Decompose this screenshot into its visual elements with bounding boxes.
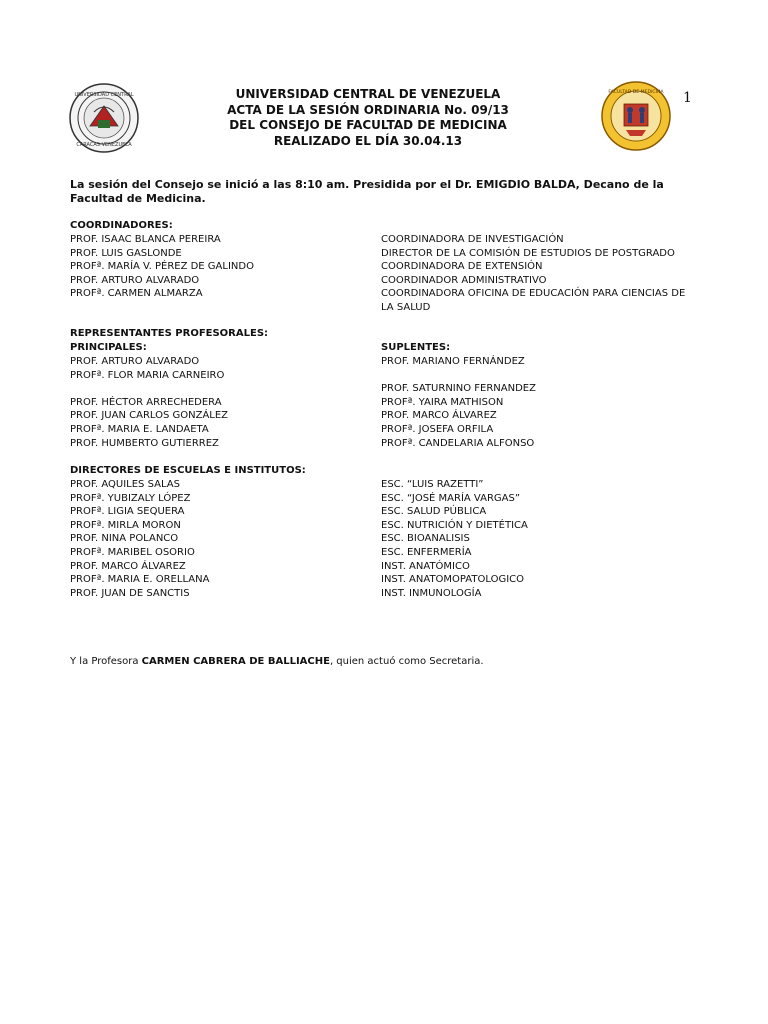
director-row-left: PROFª. MIRLA MORON — [70, 519, 181, 531]
director-row-left: PROFª. LIGIA SEQUERA — [70, 506, 185, 518]
principales-heading: PRINCIPALES: — [70, 342, 147, 353]
representante-row-left: PROFª. FLOR MARIA CARNEIRO — [70, 369, 225, 381]
representante-row-right: PROF. MARCO ÁLVAREZ — [381, 410, 497, 422]
closing-suffix: , quien actuó como Secretaria. — [329, 656, 484, 667]
director-row — [70, 519, 710, 533]
director-row-right: ESC. SALUD PÚBLICA — [381, 506, 487, 518]
representante-row — [70, 369, 710, 383]
header-consejo: DEL CONSEJO DE FACULTAD DE MEDICINA — [229, 118, 507, 132]
director-row-left: PROF. JUAN DE SANCTIS — [70, 587, 190, 599]
svg-text:UNIVERSIDAD CENTRAL: UNIVERSIDAD CENTRAL — [74, 92, 134, 98]
director-row-right: ESC. “JOSÉ MARÍA VARGAS” — [381, 492, 521, 504]
intro-paragraph: La sesión del Consejo se inició a las 8:10 am. Presidida por el Dr. EMIGDIO BALDA, Decano de la Facultad de Medicina. — [70, 178, 664, 205]
director-row-right: ESC. “LUIS RAZETTI” — [381, 479, 484, 490]
representante-row — [70, 396, 710, 410]
coordinadores-heading: COORDINADORES: — [70, 220, 173, 231]
subheading-row — [70, 341, 710, 355]
representante-row-right: PROF. SATURNINO FERNANDEZ — [381, 383, 536, 395]
closing-paragraph — [70, 655, 484, 669]
coordinador-row — [70, 260, 710, 274]
representante-row — [70, 437, 710, 451]
director-row — [70, 532, 710, 546]
representante-row — [70, 382, 710, 396]
director-row-right: INST. ANATOMOPATOLOGICO — [381, 574, 524, 586]
representante-row-right: PROF. MARIANO FERNÁNDEZ — [381, 356, 525, 367]
director-row — [70, 587, 710, 601]
coordinador-row-right: COORDINADOR ADMINISTRATIVO — [381, 274, 547, 286]
secretary-name: CARMEN CABRERA DE BALLIACHE — [141, 656, 330, 667]
representante-row — [70, 409, 710, 423]
header-fecha: REALIZADO EL DÍA 30.04.13 — [273, 133, 463, 148]
director-row-left: PROFª. YUBIZALY LÓPEZ — [70, 492, 191, 504]
header-university: UNIVERSIDAD CENTRAL DE VENEZUELA — [235, 87, 501, 101]
header-acta: ACTA DE LA SESIÓN ORDINARIA No. 09/13 — [227, 102, 509, 117]
section-heading-directores — [70, 464, 710, 478]
coordinador-row-right: LA SALUD — [381, 302, 431, 313]
representante-row-right: PROFª. YAIRA MATHISON — [381, 396, 504, 408]
representante-row-right: PROFª. CANDELARIA ALFONSO — [381, 437, 535, 449]
coordinador-row — [70, 301, 710, 315]
coordinador-row-right: COORDINADORA DE EXTENSIÓN — [381, 261, 543, 273]
director-row-left: PROF. NINA POLANCO — [70, 533, 179, 545]
director-row-left: PROFª. MARIBEL OSORIO — [70, 547, 195, 558]
svg-text:CARACAS·VENEZUELA: CARACAS·VENEZUELA — [76, 142, 132, 148]
coordinador-row-left: PROF. ARTURO ALVARADO — [70, 274, 200, 286]
representante-row — [70, 423, 710, 437]
ucv-seal-logo — [68, 82, 140, 154]
coordinador-row-right: DIRECTOR DE LA COMISIÓN DE ESTUDIOS DE POSTGRADO — [381, 247, 675, 259]
representante-row-left: PROF. ARTURO ALVARADO — [70, 356, 200, 367]
representante-row-right: PROFª. JOSEFA ORFILA — [381, 424, 494, 435]
director-row — [70, 560, 710, 574]
director-row-right: ESC. BIOANALISIS — [381, 533, 470, 545]
director-row — [70, 492, 710, 506]
document-header — [150, 87, 586, 149]
director-row — [70, 573, 710, 587]
svg-text:FACULTAD DE MEDICINA: FACULTAD DE MEDICINA — [608, 90, 664, 95]
coordinador-row — [70, 274, 710, 288]
coordinador-row-left: PROFª. MARÍA V. PÉREZ DE GALINDO — [70, 261, 254, 273]
faculty-seal-logo — [600, 80, 672, 152]
page-number: 1 — [683, 90, 692, 106]
coordinador-row — [70, 287, 710, 301]
coordinador-row-right: COORDINADORA OFICINA DE EDUCACIÓN PARA CIENCIAS DE — [381, 288, 686, 300]
representante-row — [70, 355, 710, 369]
representante-row-left: PROF. HÉCTOR ARRECHEDERA — [70, 396, 222, 408]
representante-row-left: PROF. JUAN CARLOS GONZÁLEZ — [70, 410, 229, 422]
coordinador-row-right: COORDINADORA DE INVESTIGACIÓN — [381, 234, 564, 245]
representante-row-left: PROFª. MARIA E. LANDAETA — [70, 424, 209, 435]
directores-heading: DIRECTORES DE ESCUELAS E INSTITUTOS: — [70, 465, 306, 476]
director-row — [70, 478, 710, 492]
section-heading-coordinadores — [70, 219, 710, 233]
representantes-heading: REPRESENTANTES PROFESORALES: — [70, 328, 269, 339]
director-row-left: PROF. AQUILES SALAS — [70, 479, 180, 490]
representante-row-left: PROF. HUMBERTO GUTIERREZ — [70, 437, 219, 449]
section-heading-representantes — [70, 327, 710, 341]
director-row — [70, 546, 710, 560]
director-row-right: INST. ANATÓMICO — [381, 560, 470, 572]
director-row-left: PROFª. MARIA E. ORELLANA — [70, 574, 210, 586]
director-row-left: PROF. MARCO ÁLVAREZ — [70, 560, 186, 572]
director-row-right: ESC. ENFERMERÍA — [381, 547, 472, 558]
coordinador-row-left: PROFª. CARMEN ALMARZA — [70, 288, 203, 300]
closing-prefix: Y la Profesora — [70, 656, 142, 667]
director-row-right: INST. INMUNOLOGÍA — [381, 587, 482, 599]
coordinador-row-left: PROF. LUIS GASLONDE — [70, 247, 182, 259]
coordinador-row-left: PROF. ISAAC BLANCA PEREIRA — [70, 234, 221, 245]
director-row — [70, 505, 710, 519]
director-row-right: ESC. NUTRICIÓN Y DIETÉTICA — [381, 519, 528, 531]
coordinador-row — [70, 233, 710, 247]
suplentes-heading: SUPLENTES: — [381, 342, 451, 353]
coordinador-row — [70, 247, 710, 261]
